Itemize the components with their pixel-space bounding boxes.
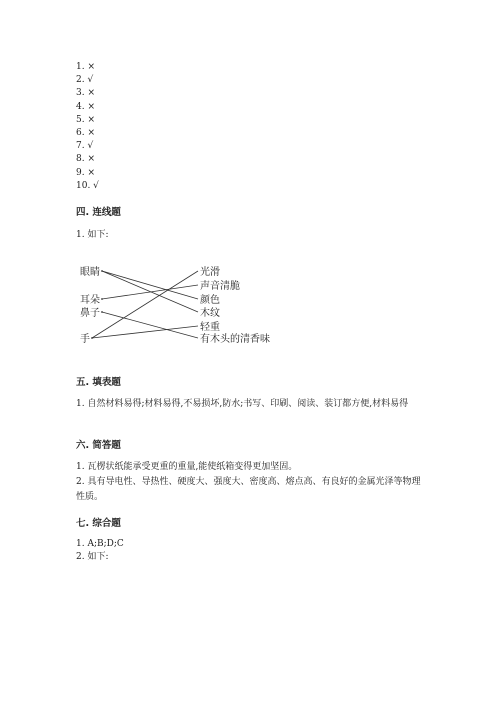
left-item-ears: 耳朵 [80, 295, 100, 306]
answer-item: 8. × [76, 154, 95, 165]
answer-item: 6. × [76, 127, 95, 138]
answer-item: 2. √ [76, 75, 94, 86]
match-line [102, 271, 198, 312]
section-heading-short-answer: 六. 简答题 [76, 440, 121, 451]
right-item-weight: 轻重 [200, 322, 220, 333]
match-line [102, 285, 198, 299]
answer-item: 9. × [76, 167, 95, 178]
left-item-eyes: 眼睛 [80, 267, 100, 278]
match-line [102, 271, 198, 299]
right-item-wood-fragrance: 有木头的清香味 [200, 334, 270, 345]
short-answer-2: 2. 具有导电性、导热性、硬度大、强度大、密度高、熔点高、有良好的金属光泽等物理性质。 [76, 477, 421, 502]
right-item-crisp-sound: 声音清脆 [200, 281, 240, 292]
right-item-smooth: 光滑 [200, 267, 220, 278]
answer-item: 5. × [76, 114, 95, 125]
fill-table-answer: 1. 自然材料易得;材料易得,不易损坏,防水;书写、印刷、阅读、装订都方便,材料易得 [76, 399, 409, 409]
answer-item: 7. √ [76, 141, 94, 152]
short-answer-1: 1. 瓦楞状纸能承受更重的重量,能使纸箱变得更加坚固。 [76, 462, 298, 472]
section-heading-fill-table: 五. 填表题 [76, 377, 121, 388]
right-item-color: 颜色 [200, 295, 220, 306]
comprehensive-answer-1: 1. A;B;D;C [76, 539, 124, 549]
matching-diagram [76, 258, 306, 353]
comprehensive-answer-2: 2. 如下: [76, 552, 109, 562]
section-heading-matching: 四. 连线题 [76, 207, 121, 218]
judgment-answers-list [76, 61, 99, 193]
left-item-nose: 鼻子 [80, 308, 100, 319]
match-line [102, 312, 198, 338]
matching-answer-label: 1. 如下: [76, 230, 109, 240]
section-heading-comprehensive: 七. 综合题 [76, 518, 121, 529]
answer-item: 10. √ [76, 180, 99, 191]
answer-item: 3. × [76, 88, 95, 99]
answer-item: 4. × [76, 101, 95, 112]
right-item-wood-grain: 木纹 [200, 308, 220, 319]
left-item-hand: 手 [80, 334, 90, 345]
answer-item: 1. × [76, 62, 95, 72]
